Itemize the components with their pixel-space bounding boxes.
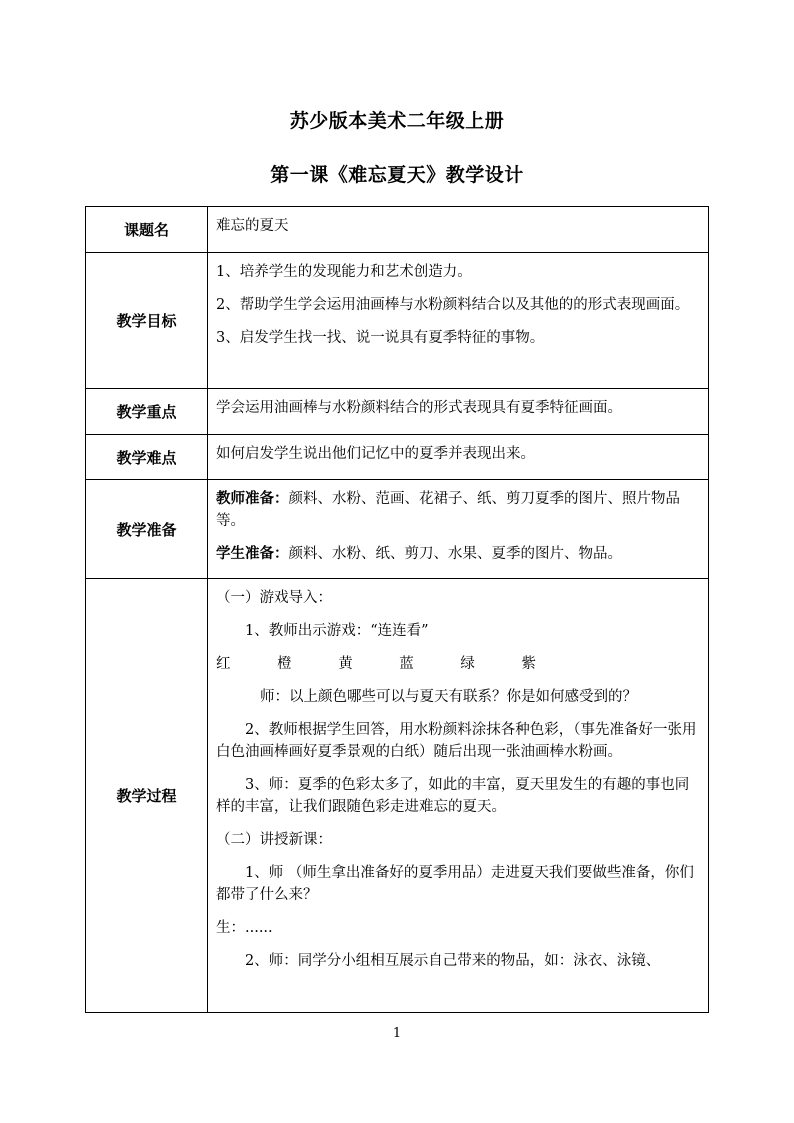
- process-step: 2、教师根据学生回答，用水粉颜料涂抹各种色彩，（事先准备好一张用白色油画棒画好夏季景观的白纸）随后出现一张油画棒水粉画。: [216, 722, 697, 760]
- document-title: 苏少版本美术二年级上册: [289, 110, 505, 132]
- teacher-prep-label: 教师准备：: [216, 490, 289, 507]
- teacher-prep: [216, 488, 701, 532]
- value-goals: [208, 253, 709, 389]
- value-key-points: [208, 389, 709, 435]
- student-prep-label: 学生准备：: [216, 545, 289, 562]
- lesson-plan-table: [85, 206, 709, 1013]
- goal-item: 1、培养学生的发现能力和艺术创造力。: [216, 264, 472, 280]
- document-subtitle: 第一课《难忘夏天》教学设计: [270, 164, 524, 186]
- color-item: 蓝: [399, 656, 414, 672]
- label-goals: 教学目标: [86, 253, 208, 389]
- row-key-points: [86, 389, 709, 435]
- value-preparation: [208, 480, 709, 579]
- label-difficulties: 教学难点: [86, 435, 208, 480]
- process-step: 1、教师出示游戏：“连连看”: [245, 623, 429, 639]
- color-item: 绿: [460, 656, 475, 672]
- label-key-points: 教学重点: [86, 389, 208, 435]
- color-item: 紫: [521, 656, 536, 672]
- process-step: 3、师：夏季的色彩太多了，如此的丰富，夏天里发生的有趣的事也同样的丰富，让我们跟随色彩走进难忘的夏天。: [216, 777, 690, 815]
- color-item: 红: [216, 656, 231, 672]
- process-step: 1、师 （师生拿出准备好的夏季用品）走进夏天我们要做些准备，你们都带了什么来？: [216, 865, 694, 903]
- process-step: 2、师：同学分小组相互展示自己带来的物品，如：泳衣、泳镜、: [245, 953, 661, 969]
- value-topic: [208, 207, 709, 253]
- color-item: 黄: [338, 656, 353, 672]
- label-process: 教学过程: [86, 579, 208, 1013]
- row-preparation: [86, 480, 709, 579]
- teacher-prep-value: 颜料、水粉、范画、花裙子、纸、剪刀夏季的图片、照片物品等。: [216, 491, 680, 529]
- process-section-2: （二）讲授新课：: [216, 832, 332, 848]
- row-process: [86, 579, 709, 1013]
- value-process: [208, 579, 709, 1013]
- color-item: 橙: [277, 656, 292, 672]
- process-section-1: （一）游戏导入：: [216, 590, 332, 606]
- color-list: [216, 653, 536, 675]
- row-difficulties: [86, 435, 709, 480]
- key-points-text: 学会运用油画棒与水粉颜料结合的形式表现具有夏季特征画面。: [216, 400, 622, 416]
- label-topic: 课题名: [86, 207, 208, 253]
- goal-item: 2、帮助学生学会运用油画棒与水粉颜料结合以及其他的的形式表现画面。: [216, 297, 690, 313]
- difficulties-text: 如何启发学生说出他们记忆中的夏季并表现出来。: [216, 446, 535, 462]
- student-prep-value: 颜料、水粉、纸、剪刀、水果、夏季的图片、物品。: [288, 546, 622, 562]
- row-topic: [86, 207, 709, 253]
- student-prep: [216, 543, 701, 565]
- teacher-question: 师：以上颜色哪些可以与夏天有联系？你是如何感受到的？: [260, 689, 637, 705]
- topic-text: 难忘的夏天: [216, 218, 289, 234]
- row-goals: [86, 253, 709, 389]
- student-reply: 生：......: [216, 920, 273, 936]
- label-preparation: 教学准备: [86, 480, 208, 579]
- page-number: 1: [392, 1026, 402, 1041]
- goal-item: 3、启发学生找一找、说一说具有夏季特征的事物。: [216, 330, 545, 346]
- value-difficulties: [208, 435, 709, 480]
